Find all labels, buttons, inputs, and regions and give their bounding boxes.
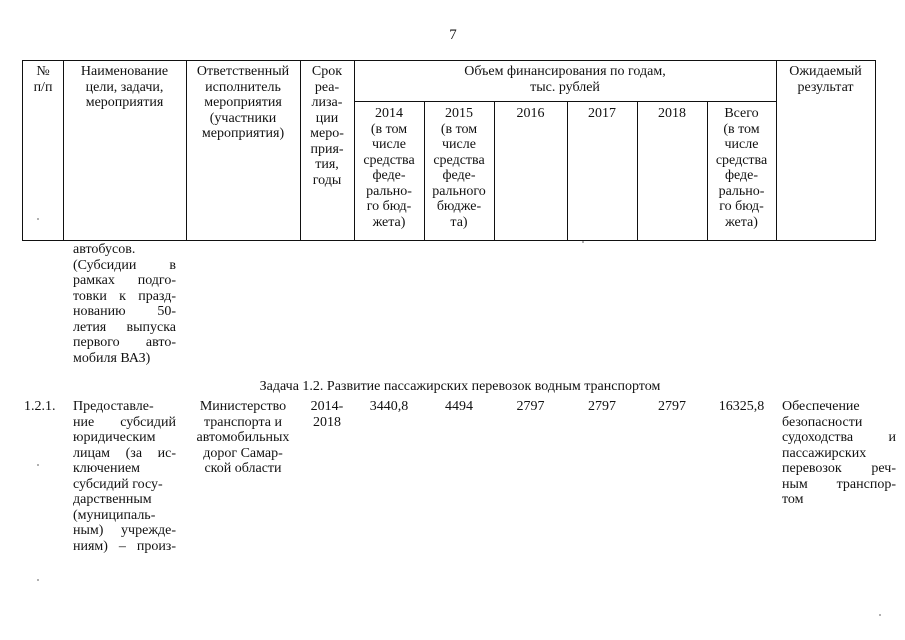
task-heading: Задача 1.2. Развитие пассажирских перевозок водным транспортом xyxy=(259,379,661,394)
row-value-2015: 4494 xyxy=(445,399,473,414)
row-result: Обеспечение безопасности судоходства и пассажирских перевозок реч- ным транспор- том xyxy=(782,399,896,507)
header-name: Наименование цели, задачи, мероприятия xyxy=(80,64,169,110)
header-2016: 2016 xyxy=(516,106,545,121)
row-value-2018: 2797 xyxy=(658,399,686,414)
scan-speck xyxy=(37,579,39,581)
table-header xyxy=(22,60,876,241)
header-result: Ожидаемый результат xyxy=(789,64,862,95)
row-value-2016: 2797 xyxy=(516,399,545,414)
header-responsible: Ответственный исполнитель мероприятия (участники мероприятия) xyxy=(196,64,290,141)
header-2014: 2014 (в том числе средства феде- рально- го бюд- жета) xyxy=(363,106,415,230)
header-total: Всего (в том числе средства феде- рально- го бюд- жета) xyxy=(715,106,768,230)
header-2015: 2015 (в том числе средства феде- рального бюдже- та) xyxy=(432,106,486,230)
row-value-2014: 3440,8 xyxy=(369,399,409,414)
scan-speck xyxy=(879,614,881,616)
row-responsible: Министерство транспорта и автомобильных дорог Самар- ской области xyxy=(196,399,290,476)
scan-speck xyxy=(37,464,39,466)
row-term: 2014- 2018 xyxy=(310,399,344,430)
header-num: № п/п xyxy=(33,64,53,95)
continuation-text: автобусов. (Субсидии в рамках подго- товки к празд- нованию 50- летия выпуска первого авто- мобиля ВАЗ) xyxy=(73,242,176,366)
scan-speck xyxy=(37,218,39,220)
row-value-total: 16325,8 xyxy=(718,399,765,414)
header-funding-title: Объем финансирования по годам, тыс. рублей xyxy=(464,64,666,95)
scan-speck xyxy=(582,241,584,243)
header-term: Срок реа- лиза- ции меро- прия- тия, годы xyxy=(310,64,344,188)
row-num: 1.2.1. xyxy=(24,399,56,414)
header-2017: 2017 xyxy=(588,106,616,121)
row-name: Предоставле- ние субсидий юридическим лицам (за ис- ключением субсидий госу- дарственным (муниципаль- ным) учрежде- ниям) – произ- xyxy=(73,399,176,554)
page-number: 7 xyxy=(449,27,457,43)
header-2018: 2018 xyxy=(658,106,686,121)
row-value-2017: 2797 xyxy=(588,399,616,414)
